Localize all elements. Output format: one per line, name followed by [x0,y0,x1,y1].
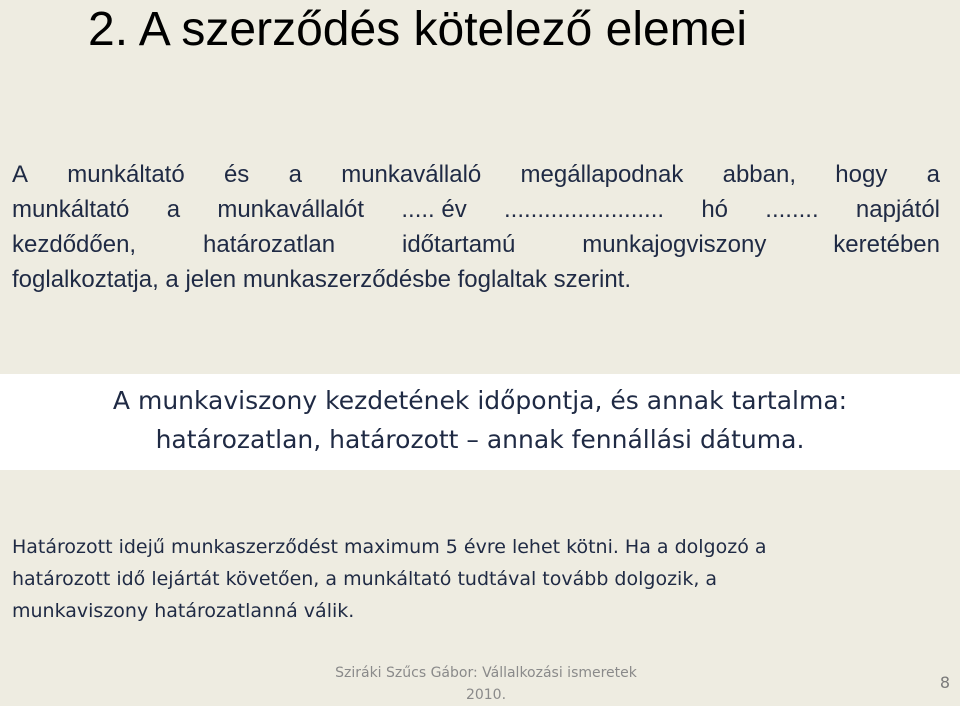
intro-word: megállapodnak [520,161,684,188]
intro-word: munkajogviszony [582,231,767,258]
intro-word: munkáltató [12,196,130,223]
day-blank: ........ [765,196,819,223]
note-line-3: munkaviszony határozatlanná válik. [12,600,355,622]
highlight-text [0,381,960,459]
month-blank: ........................ [504,196,665,223]
intro-word: a [926,161,940,188]
page-number: 8 [939,673,950,692]
footer-year-line: 2010. [465,687,507,703]
year-blank: ..... év [401,196,467,223]
footer-credit [306,662,666,706]
intro-word: keretében [833,231,940,258]
highlight-line-1: A munkaviszony kezdetének időpontja, és annak tartalma: [112,386,848,415]
footer-author-line: Sziráki Szűcs Gábor: Vállalkozási ismeretek [335,665,637,681]
note-line-2: határozott idő lejártát követően, a munkáltató tudtával tovább dolgozik, a [12,568,718,590]
highlight-line-2: határozatlan, határozott – annak fennállási dátuma. [155,425,805,454]
intro-line-2 [12,192,940,227]
intro-word: munkáltató [67,161,185,188]
intro-word: abban, [722,161,797,188]
intro-word: és [223,161,250,188]
intro-line-3 [12,227,940,262]
note-paragraph [12,531,942,627]
intro-word: határozatlan [203,231,336,258]
intro-word: napjától [855,196,940,223]
intro-word: munkavállaló [341,161,482,188]
note-line-1: Határozott idejű munkaszerződést maximum 5 évre lehet kötni. Ha a dolgozó a [12,536,767,558]
intro-word: a [288,161,302,188]
intro-line-4: foglalkoztatja, a jelen munkaszerződésbe foglaltak szerint. [12,266,632,293]
intro-word: A [12,161,29,188]
intro-paragraph [12,157,940,297]
intro-word: hó [701,196,729,223]
intro-word: kezdődően, [12,231,137,258]
intro-word: hogy [835,161,888,188]
intro-word: munkavállalót [217,196,365,223]
slide-title: 2. A szerződés kötelező elemei [88,3,748,56]
intro-word: a [166,196,181,223]
intro-line-1 [12,157,940,192]
intro-word: időtartamú [401,231,516,258]
